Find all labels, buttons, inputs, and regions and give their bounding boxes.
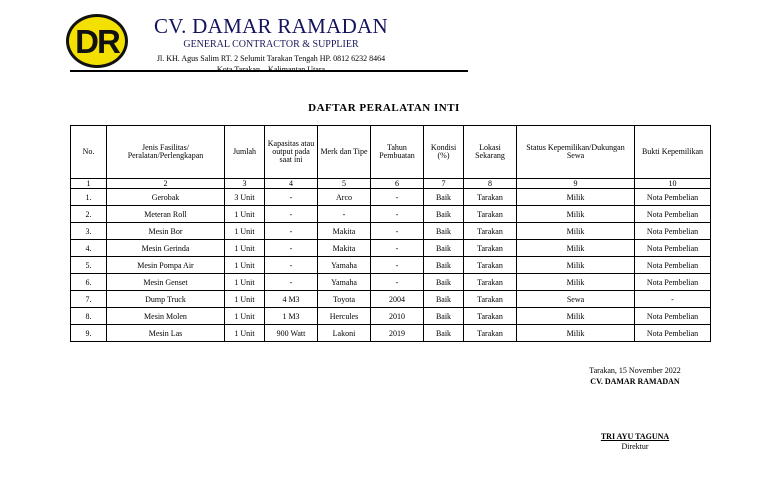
letterhead xyxy=(130,14,412,75)
company-city: Kota Tarakan – Kalimantan Utara xyxy=(216,65,326,74)
table-cell: Baik xyxy=(424,308,464,325)
table-cell: 2004 xyxy=(371,291,424,308)
table-cell: - xyxy=(371,257,424,274)
table-cell: Makita xyxy=(318,240,371,257)
table-cell: Mesin Las xyxy=(107,325,225,342)
table-cell: Makita xyxy=(318,223,371,240)
table-cell: Tarakan xyxy=(464,308,517,325)
table-cell: 7. xyxy=(71,291,107,308)
table-cell: 1. xyxy=(71,189,107,206)
header-cell: Bukti Kepemilikan xyxy=(635,126,711,179)
table-cell: Milik xyxy=(517,240,635,257)
header-cell: Kapasitas atau output pada saat ini xyxy=(265,126,318,179)
letterhead-divider xyxy=(70,70,468,72)
table-cell: 1 Unit xyxy=(225,291,265,308)
table-row xyxy=(71,308,711,325)
table-cell: Tarakan xyxy=(464,189,517,206)
table-cell: Meteran Roll xyxy=(107,206,225,223)
table-cell: Nota Pembelian xyxy=(635,325,711,342)
table-cell: Nota Pembelian xyxy=(635,240,711,257)
company-address: Jl. KH. Agus Salim RT. 2 Selumit Tarakan Tengah HP. 0812 6232 8464 xyxy=(156,54,386,63)
table-cell: - xyxy=(318,206,371,223)
table-cell: Tarakan xyxy=(464,325,517,342)
table-row xyxy=(71,206,711,223)
table-cell: Milik xyxy=(517,257,635,274)
table-cell: Nota Pembelian xyxy=(635,274,711,291)
table-cell: 1 Unit xyxy=(225,206,265,223)
table-cell: Milik xyxy=(517,274,635,291)
table-cell: Baik xyxy=(424,189,464,206)
column-number: 4 xyxy=(265,179,318,189)
table-cell: Toyota xyxy=(318,291,371,308)
table-cell: Baik xyxy=(424,240,464,257)
table-cell: Dump Truck xyxy=(107,291,225,308)
table-cell: 1 M3 xyxy=(265,308,318,325)
table-cell: Arco xyxy=(318,189,371,206)
table-cell: Milik xyxy=(517,206,635,223)
table-cell: Tarakan xyxy=(464,240,517,257)
table-cell: Baik xyxy=(424,206,464,223)
table-cell: Baik xyxy=(424,325,464,342)
company-subtitle: GENERAL CONTRACTOR & SUPPLIER xyxy=(183,39,359,50)
table-cell: Nota Pembelian xyxy=(635,206,711,223)
table-cell: Milik xyxy=(517,223,635,240)
table-cell: - xyxy=(371,189,424,206)
table-cell: Mesin Genset xyxy=(107,274,225,291)
document-title: DAFTAR PERALATAN INTI xyxy=(308,102,460,114)
table-cell: - xyxy=(371,274,424,291)
table-row xyxy=(71,257,711,274)
column-number: 9 xyxy=(517,179,635,189)
logo-text: DR xyxy=(75,22,119,60)
table-cell: - xyxy=(265,274,318,291)
table-cell: - xyxy=(635,291,711,308)
column-number: 7 xyxy=(424,179,464,189)
company-name: CV. DAMAR RAMADAN xyxy=(154,14,388,38)
table-cell: Milik xyxy=(517,308,635,325)
table-cell: 2010 xyxy=(371,308,424,325)
table-cell: - xyxy=(265,189,318,206)
table-body xyxy=(71,189,711,342)
table-row xyxy=(71,291,711,308)
column-number: 2 xyxy=(107,179,225,189)
table-cell: Tarakan xyxy=(464,291,517,308)
company-logo xyxy=(66,14,128,68)
table-cell: 4 M3 xyxy=(265,291,318,308)
table-cell: - xyxy=(371,223,424,240)
table-cell: 1 Unit xyxy=(225,325,265,342)
table-cell: - xyxy=(265,257,318,274)
table-cell: 1 Unit xyxy=(225,257,265,274)
table-cell: Gerobak xyxy=(107,189,225,206)
table-cell: Tarakan xyxy=(464,223,517,240)
table-cell: Milik xyxy=(517,325,635,342)
table-cell: Tarakan xyxy=(464,274,517,291)
header-cell: Lokasi Sekarang xyxy=(464,126,517,179)
header-cell: Jumlah xyxy=(225,126,265,179)
table-cell: Tarakan xyxy=(464,257,517,274)
column-number: 10 xyxy=(635,179,711,189)
table-cell: Baik xyxy=(424,291,464,308)
table-cell: 6. xyxy=(71,274,107,291)
table-cell: Hercules xyxy=(318,308,371,325)
table-cell: 9. xyxy=(71,325,107,342)
table-cell: 1 Unit xyxy=(225,223,265,240)
column-number: 1 xyxy=(71,179,107,189)
table-row xyxy=(71,223,711,240)
equipment-table xyxy=(70,125,711,342)
table-cell: Baik xyxy=(424,223,464,240)
table-cell: 2. xyxy=(71,206,107,223)
table-cell: Baik xyxy=(424,257,464,274)
header-cell: Status Kepemilikan/Dukungan Sewa xyxy=(517,126,635,179)
table-cell: 2019 xyxy=(371,325,424,342)
table-cell: 900 Watt xyxy=(265,325,318,342)
table-cell: 3 Unit xyxy=(225,189,265,206)
table-cell: 5. xyxy=(71,257,107,274)
header-cell: Kondisi (%) xyxy=(424,126,464,179)
column-number: 6 xyxy=(371,179,424,189)
header-cell: Jenis Fasilitas/ Peralatan/Perlengkapan xyxy=(107,126,225,179)
signature-place-date: Tarakan, 15 November 2022 xyxy=(589,366,681,375)
table-cell: Yamaha xyxy=(318,257,371,274)
table-cell: - xyxy=(371,206,424,223)
signatory-name: TRI AYU TAGUNA xyxy=(600,432,670,441)
table-cell: Mesin Molen xyxy=(107,308,225,325)
table-cell: Yamaha xyxy=(318,274,371,291)
table-cell: - xyxy=(265,206,318,223)
table-cell: 8. xyxy=(71,308,107,325)
table-cell: Mesin Bor xyxy=(107,223,225,240)
column-number: 3 xyxy=(225,179,265,189)
table-cell: - xyxy=(265,223,318,240)
header-cell: Tahun Pembuatan xyxy=(371,126,424,179)
table-cell: Nota Pembelian xyxy=(635,189,711,206)
table-cell: 1 Unit xyxy=(225,308,265,325)
header-cell: No. xyxy=(71,126,107,179)
table-cell: 1 Unit xyxy=(225,274,265,291)
table-cell: Mesin Pompa Air xyxy=(107,257,225,274)
table-cell: 1 Unit xyxy=(225,240,265,257)
table-cell: Nota Pembelian xyxy=(635,223,711,240)
table-cell: - xyxy=(265,240,318,257)
table-cell: Sewa xyxy=(517,291,635,308)
table-row xyxy=(71,274,711,291)
table-cell: Nota Pembelian xyxy=(635,257,711,274)
table-row xyxy=(71,189,711,206)
table-row xyxy=(71,325,711,342)
table-cell: Lakoni xyxy=(318,325,371,342)
table-header-row xyxy=(71,126,711,179)
column-number-row xyxy=(71,179,711,189)
column-number: 5 xyxy=(318,179,371,189)
table-cell: Milik xyxy=(517,189,635,206)
signature-company: CV. DAMAR RAMADAN xyxy=(590,377,680,386)
table-cell: 3. xyxy=(71,223,107,240)
header-cell: Merk dan Tipe xyxy=(318,126,371,179)
column-number: 8 xyxy=(464,179,517,189)
table-cell: - xyxy=(371,240,424,257)
table-cell: Tarakan xyxy=(464,206,517,223)
table-cell: Baik xyxy=(424,274,464,291)
signatory-role: Direktur xyxy=(621,442,649,451)
table-cell: Nota Pembelian xyxy=(635,308,711,325)
table-row xyxy=(71,240,711,257)
table-cell: 4. xyxy=(71,240,107,257)
table-cell: Mesin Gerinda xyxy=(107,240,225,257)
